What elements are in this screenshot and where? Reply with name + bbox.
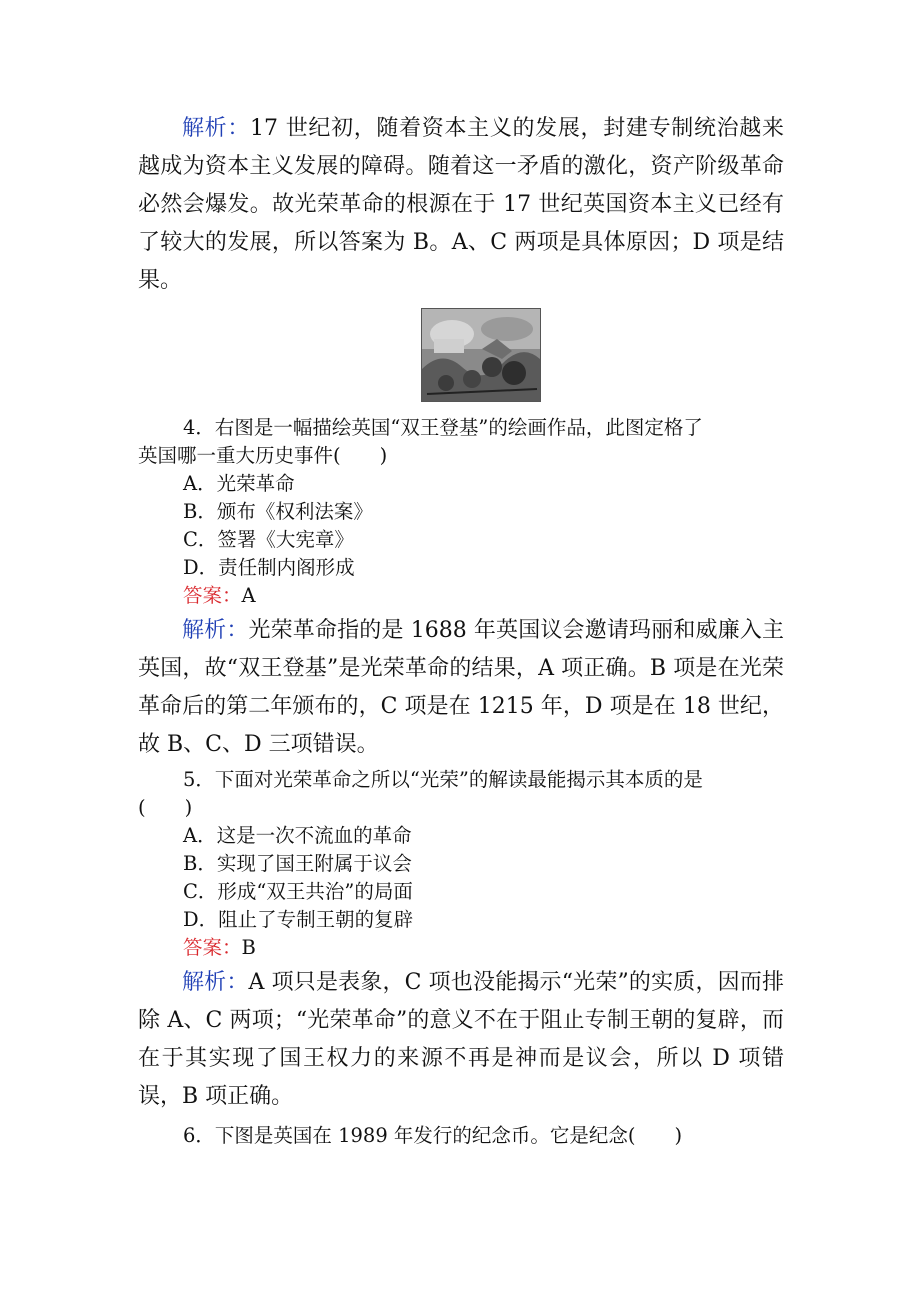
answer-label: 答案： <box>183 584 242 607</box>
answer-value: A <box>241 584 256 607</box>
q5-answer <box>138 934 784 962</box>
q5-option-a: A．这是一次不流血的革命 <box>183 824 412 847</box>
q5-option-d: D．阻止了专制王朝的复辟 <box>183 908 414 931</box>
q4-stem-line1: 4．右图是一幅描绘英国“双王登基”的绘画作品，此图定格了 <box>183 416 703 439</box>
q3-analysis <box>138 110 784 300</box>
q4-stem-line2: 英国哪一重大历史事件( ) <box>138 444 388 467</box>
answer-value: B <box>241 936 256 959</box>
painting-image <box>421 308 541 402</box>
analysis-label: 解析： <box>182 970 249 995</box>
q5-analysis <box>138 964 784 1116</box>
document-page <box>138 110 784 1150</box>
answer-label: 答案： <box>183 936 242 959</box>
q4-option-d: D．责任制内阁形成 <box>183 556 355 579</box>
q4-option-b: B．颁布《权利法案》 <box>183 500 373 523</box>
q4-answer <box>138 582 784 610</box>
q4-analysis <box>138 612 784 764</box>
analysis-label: 解析： <box>182 116 251 141</box>
analysis-text: 17 世纪初，随着资本主义的发展，封建专制统治越来越成为资本主义发展的障碍。随着这一矛盾的激化，资产阶级革命必然会爆发。故光荣革命的根源在于 17 世纪英国资本主义已经有了较大的发展，所以答案为 B。A、C 两项是具体原因；D 项是结果。 <box>138 116 784 293</box>
q5-option-c: C．形成“双王共治”的局面 <box>183 880 413 903</box>
q6-stem: 6．下图是英国在 1989 年发行的纪念币。它是纪念( ) <box>183 1124 683 1147</box>
q4-option-c: C．签署《大宪章》 <box>183 528 354 551</box>
q5-stem-line1: 5．下面对光荣革命之所以“光荣”的解读最能揭示其本质的是 <box>183 768 703 791</box>
q5-option-b: B．实现了国王附属于议会 <box>183 852 412 875</box>
q5-stem-line2: ( ) <box>138 796 193 819</box>
analysis-text: 光荣革命指的是 1688 年英国议会邀请玛丽和威廉入主英国，故“双王登基”是光荣革命的结果，A 项正确。B 项是在光荣革命后的第二年颁布的，C 项是在 1215 年，D 项是在 18 世纪，故 B、C、D 三项错误。 <box>138 618 784 757</box>
painting-illustration <box>422 309 540 401</box>
q4-option-a: A．光荣革命 <box>183 472 295 495</box>
analysis-text: A 项只是表象，C 项也没能揭示“光荣”的实质，因而排除 A、C 两项；“光荣革命”的意义不在于阻止专制王朝的复辟，而在于其实现了国王权力的来源不再是神而是议会，所以 D 项错误，B 项正确。 <box>138 970 784 1109</box>
analysis-label: 解析： <box>182 618 249 643</box>
